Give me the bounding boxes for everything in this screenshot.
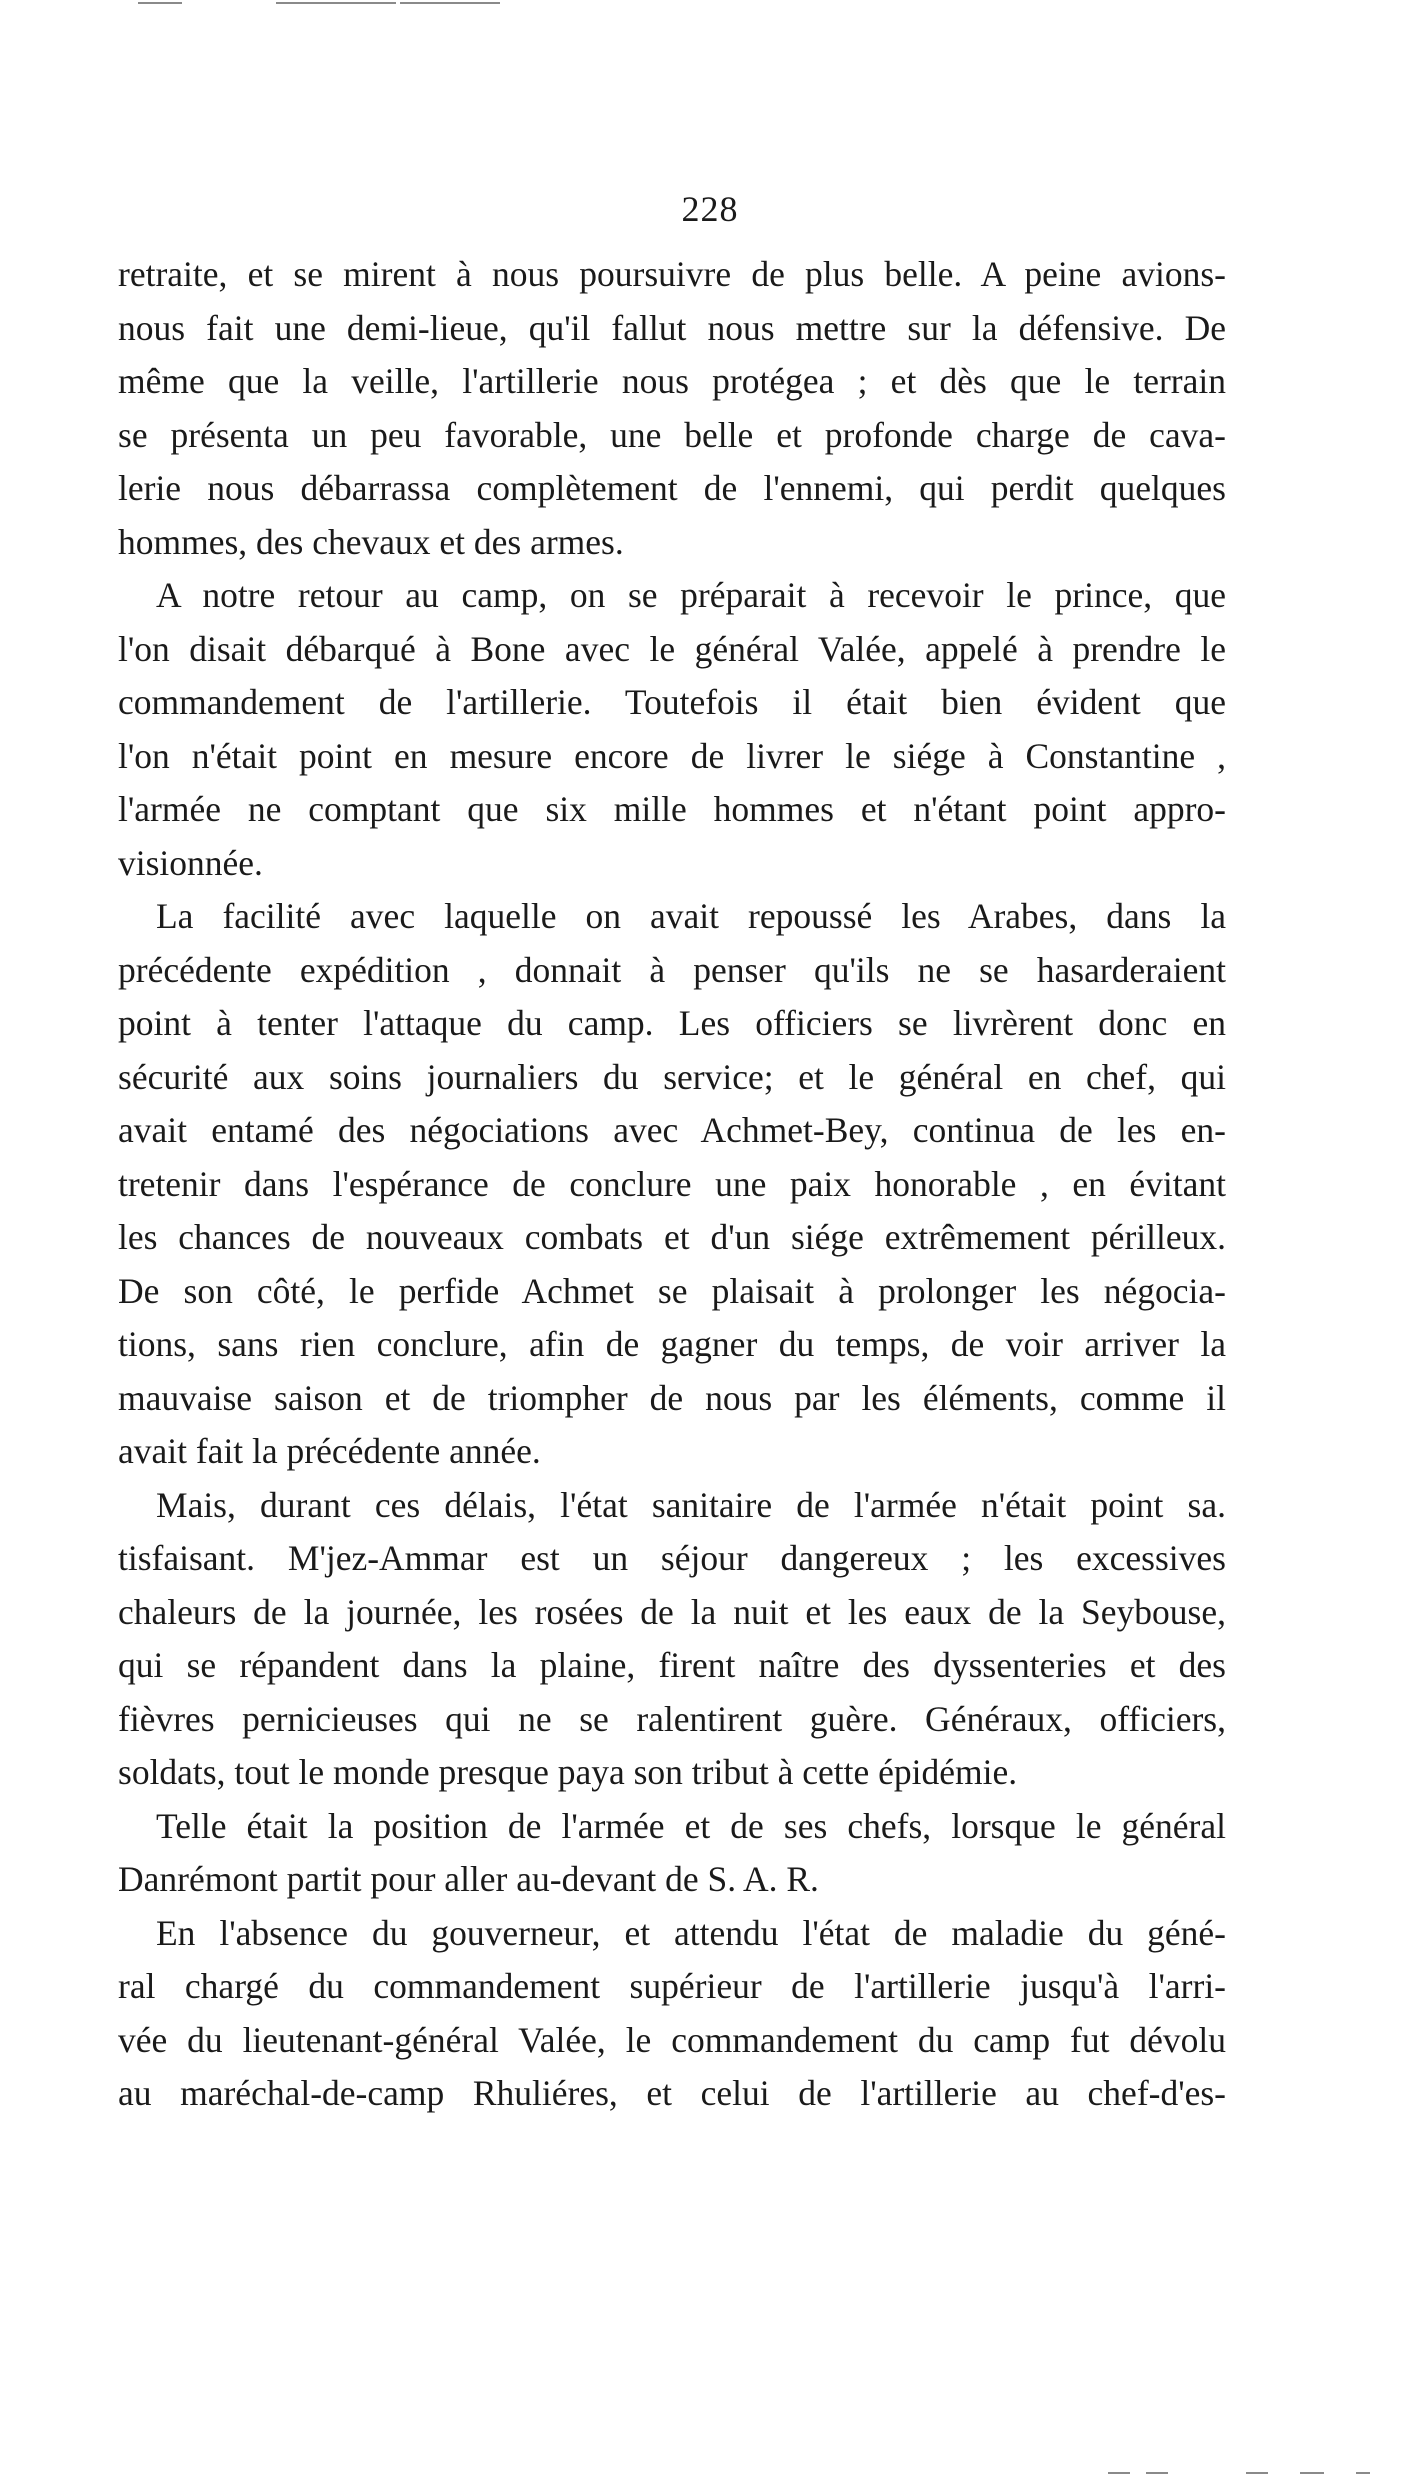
text-line: commandement de l'artillerie. Toutefois il était bien évident que: [118, 682, 1226, 722]
text-line: tions, sans rien conclure, afin de gagner du temps, de voir arriver la: [118, 1324, 1226, 1364]
body-text: [118, 248, 1226, 2121]
page-number: 228: [681, 189, 739, 229]
top-edge-mark: [400, 2, 500, 4]
top-edge-mark: [276, 2, 396, 4]
bottom-edge-mark: [1356, 2472, 1370, 2474]
text-line: vée du lieutenant-général Valée, le commandement du camp fut dévolu: [118, 2019, 1226, 2060]
text-line: De son côté, le perfide Achmet se plaisait à prolonger les négocia-: [118, 1270, 1226, 1311]
text-line: La facilité avec laquelle on avait repoussé les Arabes, dans la: [156, 896, 1226, 936]
text-line: hommes, des chevaux et des armes.: [118, 521, 624, 562]
text-line: Danrémont partit pour aller au-devant de S. A. R.: [118, 1859, 819, 1899]
text-line: soldats, tout le monde presque paya son tribut à cette épidémie.: [118, 1752, 1018, 1792]
text-line: Mais, durant ces délais, l'état sanitaire de l'armée n'était point sa.: [156, 1484, 1226, 1525]
text-line: avait fait la précédente année.: [118, 1431, 541, 1471]
text-line: au maréchal-de-camp Rhuliéres, et celui de l'artillerie au chef-d'es-: [118, 2073, 1226, 2113]
text-line: tisfaisant. M'jez-Ammar est un séjour dangereux ; les excessives: [118, 1538, 1226, 1578]
text-line: les chances de nouveaux combats et d'un siége extrêmement périlleux.: [118, 1217, 1226, 1257]
text-line: lerie nous débarrassa complètement de l'ennemi, qui perdit quelques: [118, 468, 1226, 508]
text-line: tretenir dans l'espérance de conclure une paix honorable , en évitant: [118, 1163, 1226, 1204]
top-edge-mark: [138, 2, 182, 4]
text-line: point à tenter l'attaque du camp. Les officiers se livrèrent donc en: [118, 1003, 1226, 1043]
bottom-edge-mark: [1300, 2472, 1324, 2474]
bottom-edge-mark: [1146, 2472, 1168, 2474]
text-line: sécurité aux soins journaliers du service; et le général en chef, qui: [118, 1056, 1226, 1097]
text-line: même que la veille, l'artillerie nous protégea ; et dès que le terrain: [118, 361, 1226, 401]
bottom-edge-mark: [1246, 2472, 1268, 2474]
text-line: avait entamé des négociations avec Achmet-Bey, continua de les en-: [118, 1110, 1226, 1150]
text-line: l'on n'était point en mesure encore de livrer le siége à Constantine ,: [118, 735, 1226, 776]
text-line: l'armée ne comptant que six mille hommes et n'étant point appro-: [118, 789, 1226, 829]
text-line: Telle était la position de l'armée et de ses chefs, lorsque le général: [156, 1805, 1226, 1846]
text-line: mauvaise saison et de triompher de nous par les éléments, comme il: [118, 1377, 1226, 1418]
bottom-edge-mark: [1108, 2472, 1130, 2474]
text-line: retraite, et se mirent à nous poursuivre de plus belle. A peine avions-: [118, 254, 1226, 294]
text-line: qui se répandent dans la plaine, firent naître des dyssenteries et des: [118, 1645, 1226, 1685]
text-line: l'on disait débarqué à Bone avec le général Valée, appelé à prendre le: [118, 628, 1226, 669]
text-line: nous fait une demi-lieue, qu'il fallut nous mettre sur la défensive. De: [118, 307, 1226, 348]
text-line: précédente expédition , donnait à penser qu'ils ne se hasarderaient: [118, 949, 1226, 990]
text-line: fièvres pernicieuses qui ne se ralentirent guère. Généraux, officiers,: [118, 1698, 1226, 1739]
text-line: ral chargé du commandement supérieur de l'artillerie jusqu'à l'arri-: [118, 1966, 1226, 2006]
text-line: se présenta un peu favorable, une belle et profonde charge de cava-: [118, 414, 1226, 455]
text-line: A notre retour au camp, on se préparait à recevoir le prince, que: [156, 575, 1226, 615]
text-line: chaleurs de la journée, les rosées de la nuit et les eaux de la Seybouse,: [118, 1591, 1226, 1632]
text-line: visionnée.: [118, 842, 263, 883]
text-line: En l'absence du gouverneur, et attendu l'état de maladie du géné-: [156, 1912, 1226, 1953]
